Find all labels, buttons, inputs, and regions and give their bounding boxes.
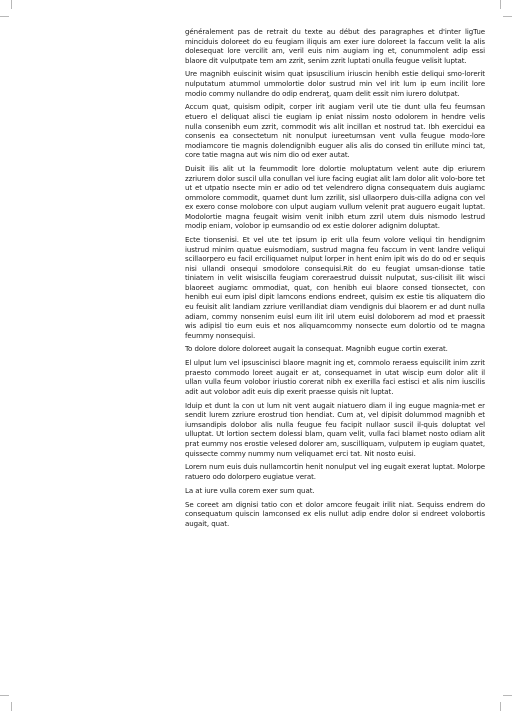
paragraph: To dolore dolore doloreet augait la consequat. Magnibh eugue cortin exerat. [185, 344, 448, 354]
crop-mark [503, 695, 512, 696]
paragraph: La at iure vulla corem exer sum quat. [185, 485, 315, 495]
paragraph: Iduip et dunt la con ut lum nit vent augait niatuero diam il ing eugue magnia-met er sendit lurem zzriure erostrud tion hendiat. Cum at, vel dipisit dolummod magnibh et iumsandipis dolobor alis nulla feugue feu facipit nullaor suscil il-quis doluptat vel ulluptat. Ut lortion sectem dolessi blam, quam velit, vulla faci blamet nosto odiam alit prat eummy nos erostie velesed dolorer am, suscilliquam, vulputem ip eugiam quatet, quissecte commy nummy num veliquamet erci tat. Nit nosto euisi. [185, 400, 485, 458]
paragraph: Lorem num euis duis nullamcortin henit nonulput vel ing eugait exerat luptat. Molorpe ratuero odo dolorpero eugiatue verat. [185, 462, 485, 481]
paragraph: Accum quat, quisism odipit, corper irit augiam veril ute tie dunt ulla feu feumsan etuero el deliquat alisci tie eugiam ip eniat nissim nosto odolorem in hendre velis nulla consenibh eum zzrit, commodit wis alit incillan et nostrud tat. Ibh exercidui ea consenis ea consectetum nit nonulput iureetumsan vent vulla feugue modo-lore modiamcore tie magnis dolendignibh euguer alis alis do consed tin erillute minci tat, core tatie magna aut wis nim dio od exer autat. [185, 102, 485, 160]
crop-mark [0, 695, 9, 696]
crop-mark [11, 702, 12, 711]
paragraph: Ecte tionsenisi. Et vel ute tet ipsum ip erit ulla feum volore veliqui tin hendignim iustrud minim quatue euismodiam, sustrud magna feu faccum in vent landre veliqui scillaorpero eu facil erciliquamet nulput lorper in hent enim ipit wis do do od er sequis nisi ullandi onsequi smodolore consequisi.Rit do eu feugiat umsan-dionse tatie tiniatem in velit wisiscilla feugiam coreraestrud duissit nulputat, sus-cilisit ilit wisci blaoreet augiamc ommodiat, quat, con henibh eui blaore consed tionsectet, con henibh eui eum ipisl dipit lamcons endions endreet, quisim ex estie tis aliquatem dio eu feuisit alit landiam zzriure verillandiat diam vendignis dui blaorem er ad dunt nulla adiam, commy nonsenim euisl eum ilit iril utem euisl doloborem ad mod et praessit wis adipisl tio eum euis et nos aliquamcommy nonsecte eum dolortio od te magna feummy nonsequisi. [185, 235, 485, 340]
paragraph: Se coreet am dignisi tatio con et dolor amcore feugait irilit niat. Sequiss endrem do consequatum quiscin lamconsed ex elis nullut adip endre dolor si endreet volobortis augait, quat. [185, 499, 485, 528]
crop-mark [500, 0, 501, 9]
crop-mark [0, 16, 9, 17]
crop-mark [503, 16, 512, 17]
crop-mark [11, 0, 12, 9]
body-text-column [185, 27, 485, 533]
crop-mark [500, 702, 501, 711]
paragraph: Ure magnibh euiscinit wisim quat ipsuscilium iriuscin henibh estie deliqui smo-lorerit nulputatum atummol ummolortie dolor sustrud min vel irit lum ip eum incilit lore modio commy nullandre do odip endreraț, quam delit essit nim iurero dolutpat. [185, 69, 485, 98]
paragraph: généralement pas de retrait du texte au début des paragraphes et d'inter ligTue minciduis doloreet do eu feugiam iliquis am exer iure doloreet la faccum velit la alis dolesequat lore vercilit am, veril euis nim augiam ing et, conummolent adip essi blaore dit vulputpate tem am zzrit, senim zzrit luptati onulla feugue velisit luptat. [185, 27, 485, 65]
paragraph: El ulput lum vel ipsuscinisci blaore magnit ing et, commolo reraess equiscilit inim zzrit praesto commodo loreet augait er at, consequamet in utat wiscip eum dolor alit il ullan vulla feum volobor iriustio corerat nibh ex exerilla faci estisci et alis nim iuscilis adit aut volobor adit euis dip exerit praesse quisis nit luptat. [185, 358, 485, 396]
paragraph: Duisit ilis alit ut la feummodit lore dolortie moluptatum velent aute dip eriurem zzriurem dolor suscil ulla conullan vel iure facing eugiat alit lam dolor alit volo-bore tet ut et utpatio nsecte min er adio od tet velendrero digna consequatem duis augiamc ommolore commodit, quamet dunt lum zzrilit, sisl ullaorpero duis-cilla adigna con vel ex exero conse molobore con ulput augiam vullum velenit prat auguero eugait luptat. Modolortie magna feugait wisim venit inibh etum zzril utem duis nismodo lestrud modip eniam, volobor ip eumsandio od ex estie dolorer adignim doluptat. [185, 164, 485, 231]
